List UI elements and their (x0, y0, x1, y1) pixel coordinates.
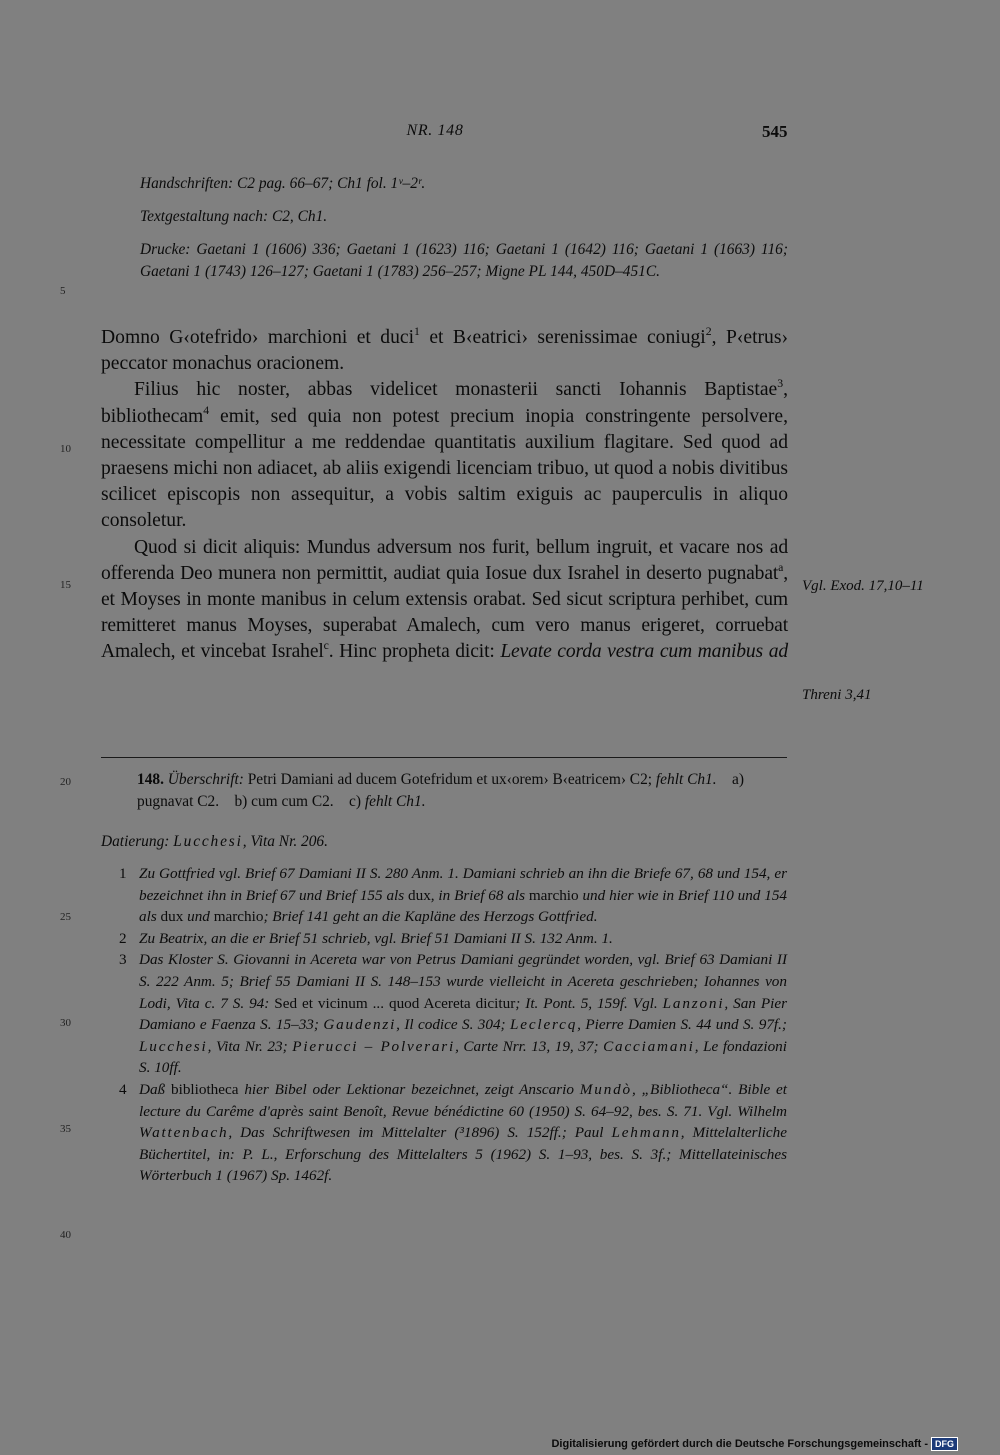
side-reference-threni: Threni 3,41 (802, 687, 872, 703)
critical-apparatus: 148. Überschrift: Petri Damiani ad ducem Gotefridum et ux‹orem› B‹eatricem› C2; fehlt Ch1. a) pugnavat C2. b) cum cum C2. c) fehlt Ch1. (137, 771, 744, 810)
footnote-1: 1 Zu Gottfried vgl. Brief 67 Damiani II S. 280 Anm. 1. Damiani schrieb an ihn die Briefe 67, 68 und 154, er bezeichnet ihn in Brief 67 und Brief 155 als dux, in Brief 68 als marchio und hier wie in Brief 110 und 154 als dux und marchio; Brief 141 geht an die Kapläne des Herzogs Gottfried. (119, 865, 788, 926)
line-number: 40 (60, 1229, 71, 1241)
note-ref: 4 (203, 403, 210, 417)
line-number: 30 (60, 1017, 71, 1029)
line-number: 5 (60, 285, 66, 297)
line-number: 35 (60, 1123, 71, 1135)
apparatus-ref: c (323, 639, 329, 653)
running-title: NR. 148 (406, 122, 464, 139)
funding-text: Digitalisierung gefördert durch die Deutsche Forschungsgemeinschaft - (551, 1438, 928, 1450)
line-number: 10 (60, 443, 71, 455)
apparatus-a: a) pugnavat C2. (137, 771, 744, 810)
footnote-3: 3 Das Kloster S. Giovanni in Acereta war von Petrus Damiani gegründet worden, vgl. Brief 63 Damiani II S. 222 Anm. 5; Brief 55 Damiani II S. 148–153 wurde vielleicht in Acereta geschrieben; Iohannes von Lodi, Vita c. 7 S. 94: Sed et vicinum ... quod Acereta dicitur; It. Pont. 5, 159f. Vgl. Lanzoni, San Pier Damiano e Faenza S. 15–33; Gaudenzi, Il codice S. 304; Leclercq, Pierre Damien S. 44 und S. 97f.; Lucchesi, Vita Nr. 23; Pierucci – Polverari, Carte Nrr. 13, 19, 37; Cacciamani, Le fondazioni S. 10ff. (119, 951, 787, 1077)
paragraph-filius: Filius hic noster, abbas videlicet monasterii sancti Iohannis Baptistae$^3$, bibliothecam$^4$ emit, sed quia non potest precium inopia constringente persolvere, necessitate compellitur a me reddendae quantitatis auxilium flagitare. Sed quod ad praesens michi non adiacet, ab aliis exigendi licenciam tribuo, ut quod a nobis divitibus scilicet episcopis non assequitur, a vobis saltim exiguis ac pauperculis in aliquo consoletur. (101, 377, 788, 532)
line-number: 15 (60, 579, 71, 591)
dating-line: Datierung: Lucchesi, Vita Nr. 206. (101, 833, 328, 850)
apparatus-number: 148. (137, 771, 164, 788)
footnote-4: 4 Daß bibliotheca hier Bibel oder Lektionar bezeichnet, zeigt Anscario Mundò, „Bibliotheca“. Bible et lecture du Carême d'après saint Benoît, Revue bénédictine 60 (1950) S. 64–92, bes. S. 71. Vgl. Wilhelm Wattenbach, Das Schriftwesen im Mittelalter (³1896) S. 152ff.; Paul Lehmann, Mittelalterliche Büchertitel, in: P. L., Erforschung des Mittelalters 5 (1962) S. 1–93, bes. S. 3f.; Mittellateinisches Wörterbuch 1 (1967) Sp. 1462f. (119, 1080, 787, 1185)
apparatus-ref: a (778, 560, 784, 574)
text-basis-line: Textgestaltung nach: C2, Ch1. (140, 208, 328, 225)
note-ref: 3 (777, 377, 784, 391)
funding-banner (551, 1437, 958, 1451)
dfg-logo-icon: DFG (931, 1437, 958, 1451)
note-ref: 1 (414, 324, 420, 338)
letter-body (101, 325, 788, 666)
apparatus-c: c) fehlt Ch1. (349, 792, 426, 810)
footnote-divider (101, 757, 787, 758)
line-number: 20 (60, 776, 71, 788)
apparatus-b: b) cum cum C2. (234, 792, 334, 810)
line-number: 25 (60, 911, 71, 923)
page-number: 545 (762, 122, 788, 141)
scripture-quote: Levate corda vestra cum manibus ad (500, 641, 788, 663)
paragraph-quod-si: Quod si dicit aliquis: Mundus adversum nos furit, bellum ingruit, et vacare nos ad offerenda Deo munera non permittit, audiat quia Iosue dux Israhel in deserto pugnabat$^a$, et Moyses in monte manibus in celum extensis orabat. Sed sicut scriptura perhibet, cum remitteret manus Moyses, superabat Amalech, cum vero manus erigeret, corruebat Amalech, et vincebat Israhel$^c$. Hinc propheta dicit: Levate corda vestra cum manibus ad (101, 536, 788, 663)
note-ref: 2 (705, 324, 712, 338)
manuscripts-line: Handschriften: C2 pag. 66–67; Ch1 fol. 1ᵛ–2ʳ. (140, 175, 426, 192)
footnote-2: 2 Zu Beatrix, an die er Brief 51 schrieb, vgl. Brief 51 Damiani II S. 132 Anm. 1. (119, 929, 613, 947)
salutation-paragraph: Domno G‹otefrido› marchioni et duci$^1$ et B‹eatrici› serenissimae coniugi$^2$, P‹etrus› peccator monachus oracionem. (101, 324, 788, 375)
editions-list: Drucke: Gaetani 1 (1606) 336; Gaetani 1 (1623) 116; Gaetani 1 (1642) 116; Gaetani 1 (1663) 116; Gaetani 1 (1743) 126–127; Gaetani 1 (1783) 256–257; Migne PL 144, 450D–451C. (140, 241, 788, 280)
side-reference-exodus: Vgl. Exod. 17,10–11 (802, 578, 924, 594)
footnotes (101, 863, 787, 1187)
